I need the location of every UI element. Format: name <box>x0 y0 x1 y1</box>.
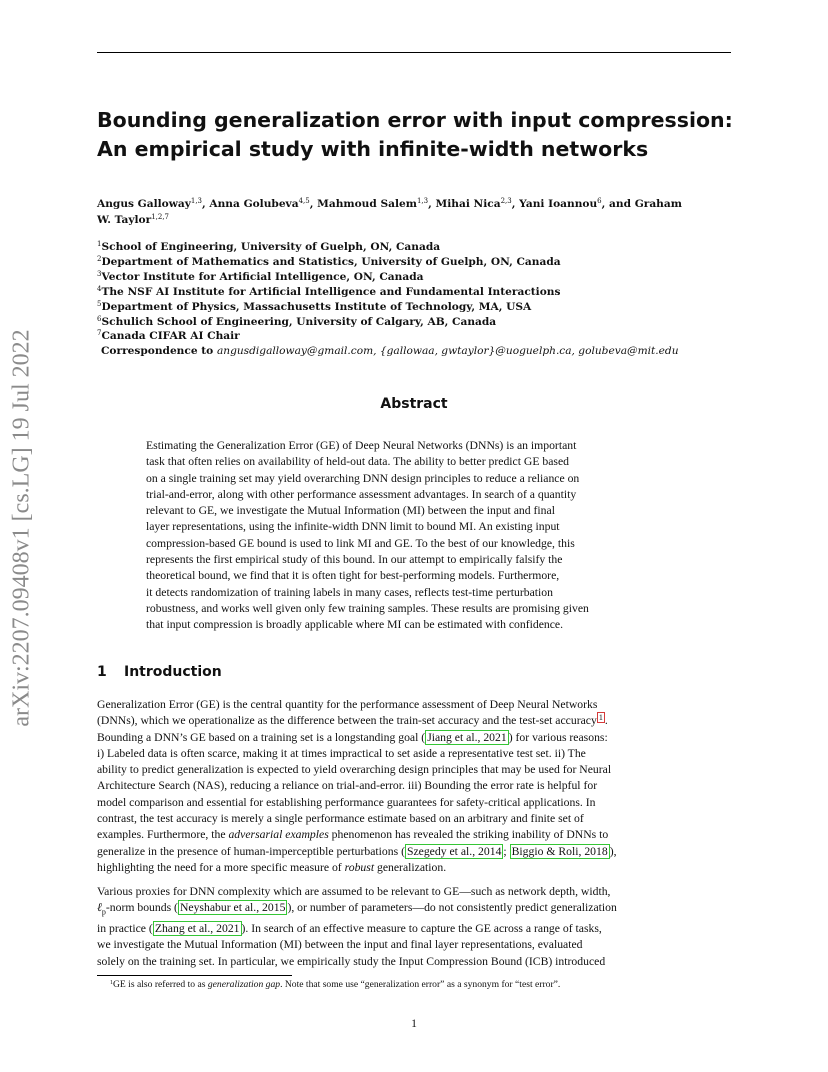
author: Yani Ioannou <box>519 198 598 210</box>
paper-title <box>97 106 737 164</box>
affiliation: $^5$Department of Physics, Massachusetts Institute of Technology, MA, USA <box>97 299 532 313</box>
abstract-line: robustness, and works well given only few training samples. These results are promising given <box>146 601 589 615</box>
author-affil-mark: 2,3 <box>500 197 512 205</box>
abstract-line: compression-based GE bound is used to link MI and GE. To the best of our knowledge, this <box>146 536 575 550</box>
author-list: Angus Galloway$^{1,3}$, Anna Golubeva$^{4,5}$, Mahmoud Salem$^{1,3}$, Mihai Nica$^{2,3}$, Yani Ioannou$^6$, and Graham W. Taylor$^{1,2,7}$ <box>97 197 682 226</box>
intro-paragraph-1: Generalization Error (GE) is the central quantity for the performance assessment of Deep Neural Networks (DNNs), which we operationalize as the difference between the train-set accuracy and the test-set accuracy $^1$ . Bounding a DNN’s GE based on a training set is a longstanding goal ( Jiang et al., 2021 ) for various reasons: i) Labeled data is often scarce, making it at times impractical to set aside a representative test set. ii) The ability to predict generalization is expected to yield overarching design principles that may be used for Neural Architecture Search (NAS), reducing a reliance on trial-and-error. iii) Bounding the error rate is helpful for model comparison and essential for establishing performance guarantees for safety-critical applications. In contrast, the test accuracy is merely a single performance estimate based on an arbitrary and finite set of examples. Furthermore, the adversarial examples phenomenon has revealed the striking inability of DNNs to generalize in the presence of human-imperceptible perturbations ( Szegedy et al., 2014 ; Biggio & Roli, 2018 ), highlighting the need for a more specific measure of robust generalization. <box>97 698 617 874</box>
affiliation: $^2$Department of Mathematics and Statistics, University of Guelph, ON, Canada <box>97 254 561 268</box>
page-number: 1 <box>411 1017 417 1030</box>
section-heading <box>97 664 222 680</box>
abstract-heading: Abstract <box>380 396 448 412</box>
top-rule <box>97 52 731 53</box>
citation-link[interactable]: Biggio & Roli, 2018 <box>511 844 608 858</box>
author: Anna Golubeva <box>209 198 299 210</box>
author-affil-mark: 1,3 <box>416 197 429 205</box>
abstract-line: Estimating the Generalization Error (GE) of Deep Neural Networks (DNNs) is an important <box>146 439 577 452</box>
author-affil-mark: 1,3 <box>190 197 202 205</box>
affiliation: $^7$Canada CIFAR AI Chair <box>97 329 240 343</box>
author: W. Taylor <box>97 214 152 226</box>
citation-link[interactable]: Jiang et al., 2021 <box>427 730 507 744</box>
abstract-line: layer representations, using the infinite-width DNN limit to bound MI. An existing input <box>146 520 560 534</box>
author: Angus Galloway <box>97 198 191 210</box>
citation-link[interactable]: Zhang et al., 2021 <box>154 921 240 935</box>
author-affil-mark: 4,5 <box>298 197 310 205</box>
abstract-line: trial-and-error, along with other performance assessment advantages. In search of a quantity <box>146 487 577 501</box>
intro-paragraph-2: Various proxies for DNN complexity which are assumed to be relevant to GE—such as network depth, width, ℓ$_p$-norm bounds ( Neyshabur et al., 2015 ), or number of parameters—do not consistently predict generalization in practice ( Zhang et al., 2021 ). In search of an effective measure to capture the GE across a range of tasks, we investigate the Mutual Information (MI) between the input and final layer representations, evaluated solely on the training set. In particular, we empirically study the Input Compression Bound (ICB) introduced <box>97 885 617 968</box>
section-title: Introduction <box>124 664 222 680</box>
abstract-line: relevant to GE, we investigate the Mutual Information (MI) between the input and final <box>146 504 555 518</box>
footnote-link[interactable]: 1 <box>598 713 603 723</box>
affiliation: $^6$Schulich School of Engineering, University of Calgary, AB, Canada <box>97 314 497 328</box>
abstract-line: that input compression is broadly applicable where MI can be estimated with confidence. <box>146 618 564 632</box>
affiliation: $^3$Vector Institute for Artificial Intelligence, ON, Canada <box>97 269 424 283</box>
abstract-line: on a single training set may yield overarching DNN design principles to reduce a reliance on <box>146 471 580 485</box>
correspondence-emails[interactable]: angusdigalloway@gmail.com, {gallowaa, gwtaylor}@uoguelph.ca, golubeva@mit.edu <box>216 345 679 358</box>
abstract-line: theoretical bound, we find that it is often tight for best-performing models. Furthermore, <box>146 569 560 583</box>
abstract-line: it detects randomization of training labels in many cases, reflects test-time perturbation <box>146 585 553 599</box>
correspondence: Correspondence to angusdigalloway@gmail.com, {gallowaa, gwtaylor}@uoguelph.ca, golubeva@mit.edu <box>101 345 679 358</box>
citation-link[interactable]: Neyshabur et al., 2015 <box>179 901 286 915</box>
title-line-2: An empirical study with infinite-width networks <box>97 137 649 161</box>
author: Mahmoud Salem <box>317 198 417 210</box>
author: and Graham <box>609 198 682 210</box>
section-number: 1 <box>97 664 107 680</box>
author-affil-mark: 6 <box>597 197 602 205</box>
citation-link[interactable]: Szegedy et al., 2014 <box>406 844 502 858</box>
affiliation: $^4$The NSF AI Institute for Artificial Intelligence and Fundamental Interactions <box>97 284 561 298</box>
abstract-line: represents the first empirical study of this bound. In our attempt to empirically falsify the <box>146 553 563 567</box>
affiliations <box>97 240 737 359</box>
author-affil-mark: 1,2,7 <box>151 213 169 221</box>
author: Mihai Nica <box>435 198 501 210</box>
abstract-body <box>146 438 686 634</box>
affiliation: $^1$School of Engineering, University of Guelph, ON, Canada <box>97 240 441 253</box>
abstract-line: task that often relies on availability of held-out data. The ability to better predict GE based <box>146 455 569 469</box>
footnote: $^1$GE is also referred to as generalization gap. Note that some use “generalization error” as a synonym for “test error”. <box>110 979 561 990</box>
footnote-rule <box>97 975 292 976</box>
title-line-1: Bounding generalization error with input compression: <box>97 108 733 132</box>
